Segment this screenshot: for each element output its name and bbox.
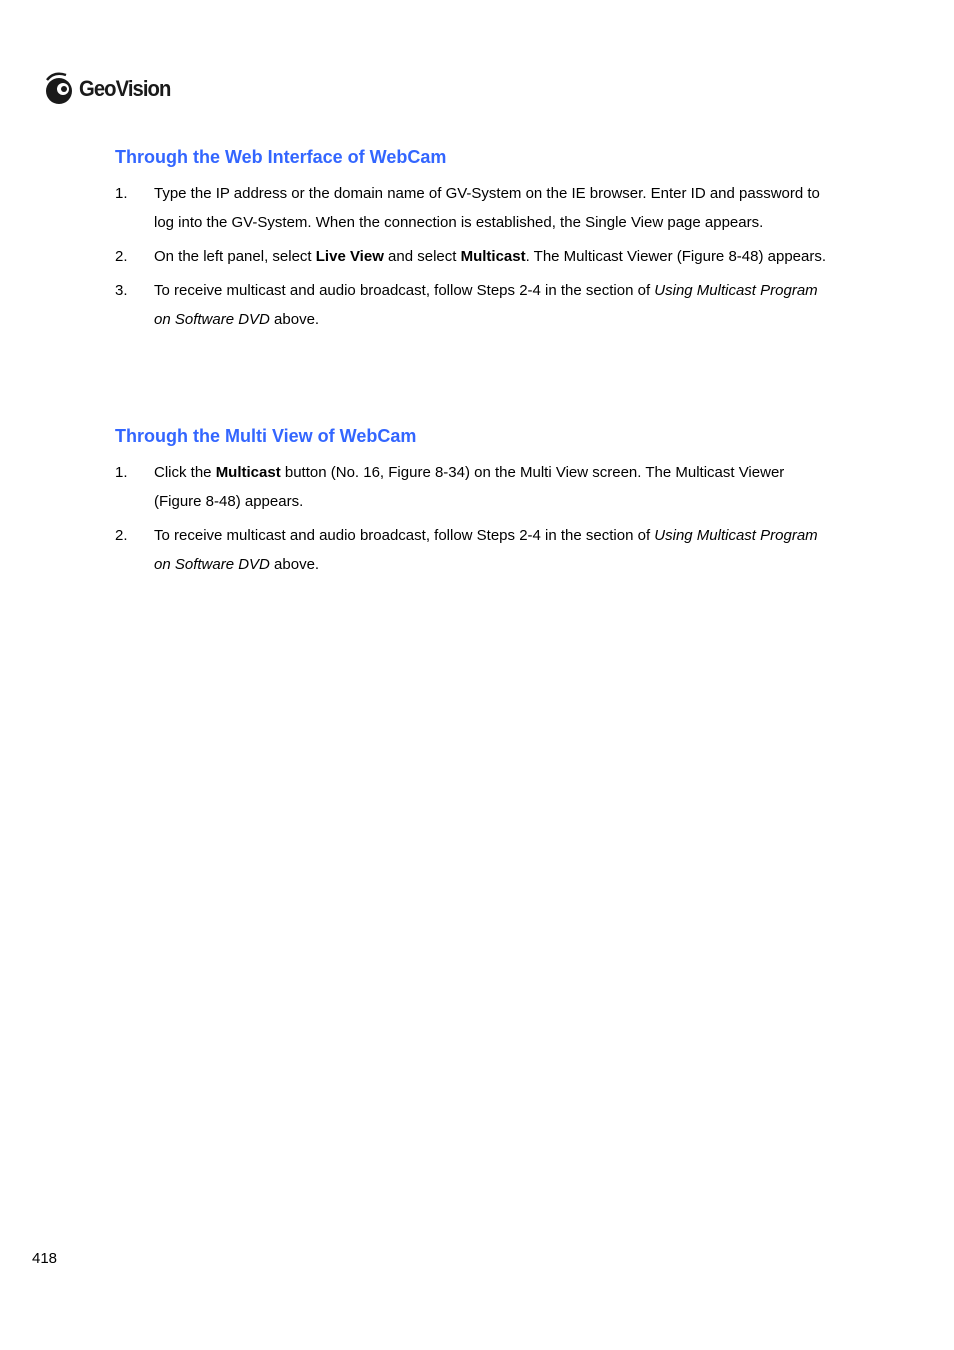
step-text [154,464,784,510]
step-text [154,185,820,231]
text-segment: and select [383,248,461,265]
step-number: 2. [115,527,128,544]
text-segment: On the left panel, select [154,248,316,265]
text-segment: . The Multicast Viewer (Figure 8-48) appears. [525,248,827,265]
text-segment: above. [269,556,320,573]
section-title: Through the Web Interface of WebCam [115,147,447,167]
bold-term: Multicast [215,464,281,481]
step-text [154,527,818,573]
section-title: Through the Multi View of WebCam [115,426,417,446]
text-segment: Type the IP address or the domain name of GV-System on the IE browser. Enter ID and password to log into the GV-System. When the connection is established, the Single View page appears. [154,185,820,231]
text-segment: To receive multicast and audio broadcast, follow Steps 2-4 in the section of [154,527,655,544]
list-item [115,179,835,237]
step-text [154,248,826,265]
step-number: 1. [115,185,128,202]
brand-name: GeoVision [79,76,171,101]
text-segment: Click the [154,464,216,481]
list-item [115,458,835,516]
list-item [115,521,835,579]
page-number: 418 [32,1250,58,1267]
step-number: 1. [115,464,128,481]
section-multi-view [115,425,835,584]
section-web-interface [115,146,835,339]
step-text [154,282,818,328]
step-list [115,458,835,579]
geovision-logo [44,72,194,112]
bold-term: Multicast [460,248,526,265]
italic-reference: Using Multicast Program on Software DVD [154,527,818,573]
text-segment: To receive multicast and audio broadcast, follow Steps 2-4 in the section of [154,282,655,299]
bold-term: Live View [315,248,384,265]
list-item [115,242,835,271]
step-number: 2. [115,248,128,265]
text-segment: button (No. 16, Figure 8-34) on the Multi View screen. The Multicast Viewer (Figure 8-48) appears. [154,464,785,510]
step-number: 3. [115,282,128,299]
geovision-logo-icon [44,72,78,108]
step-list [115,179,835,334]
italic-reference: Using Multicast Program on Software DVD [154,282,818,328]
list-item [115,276,835,334]
text-segment: above. [269,311,320,328]
